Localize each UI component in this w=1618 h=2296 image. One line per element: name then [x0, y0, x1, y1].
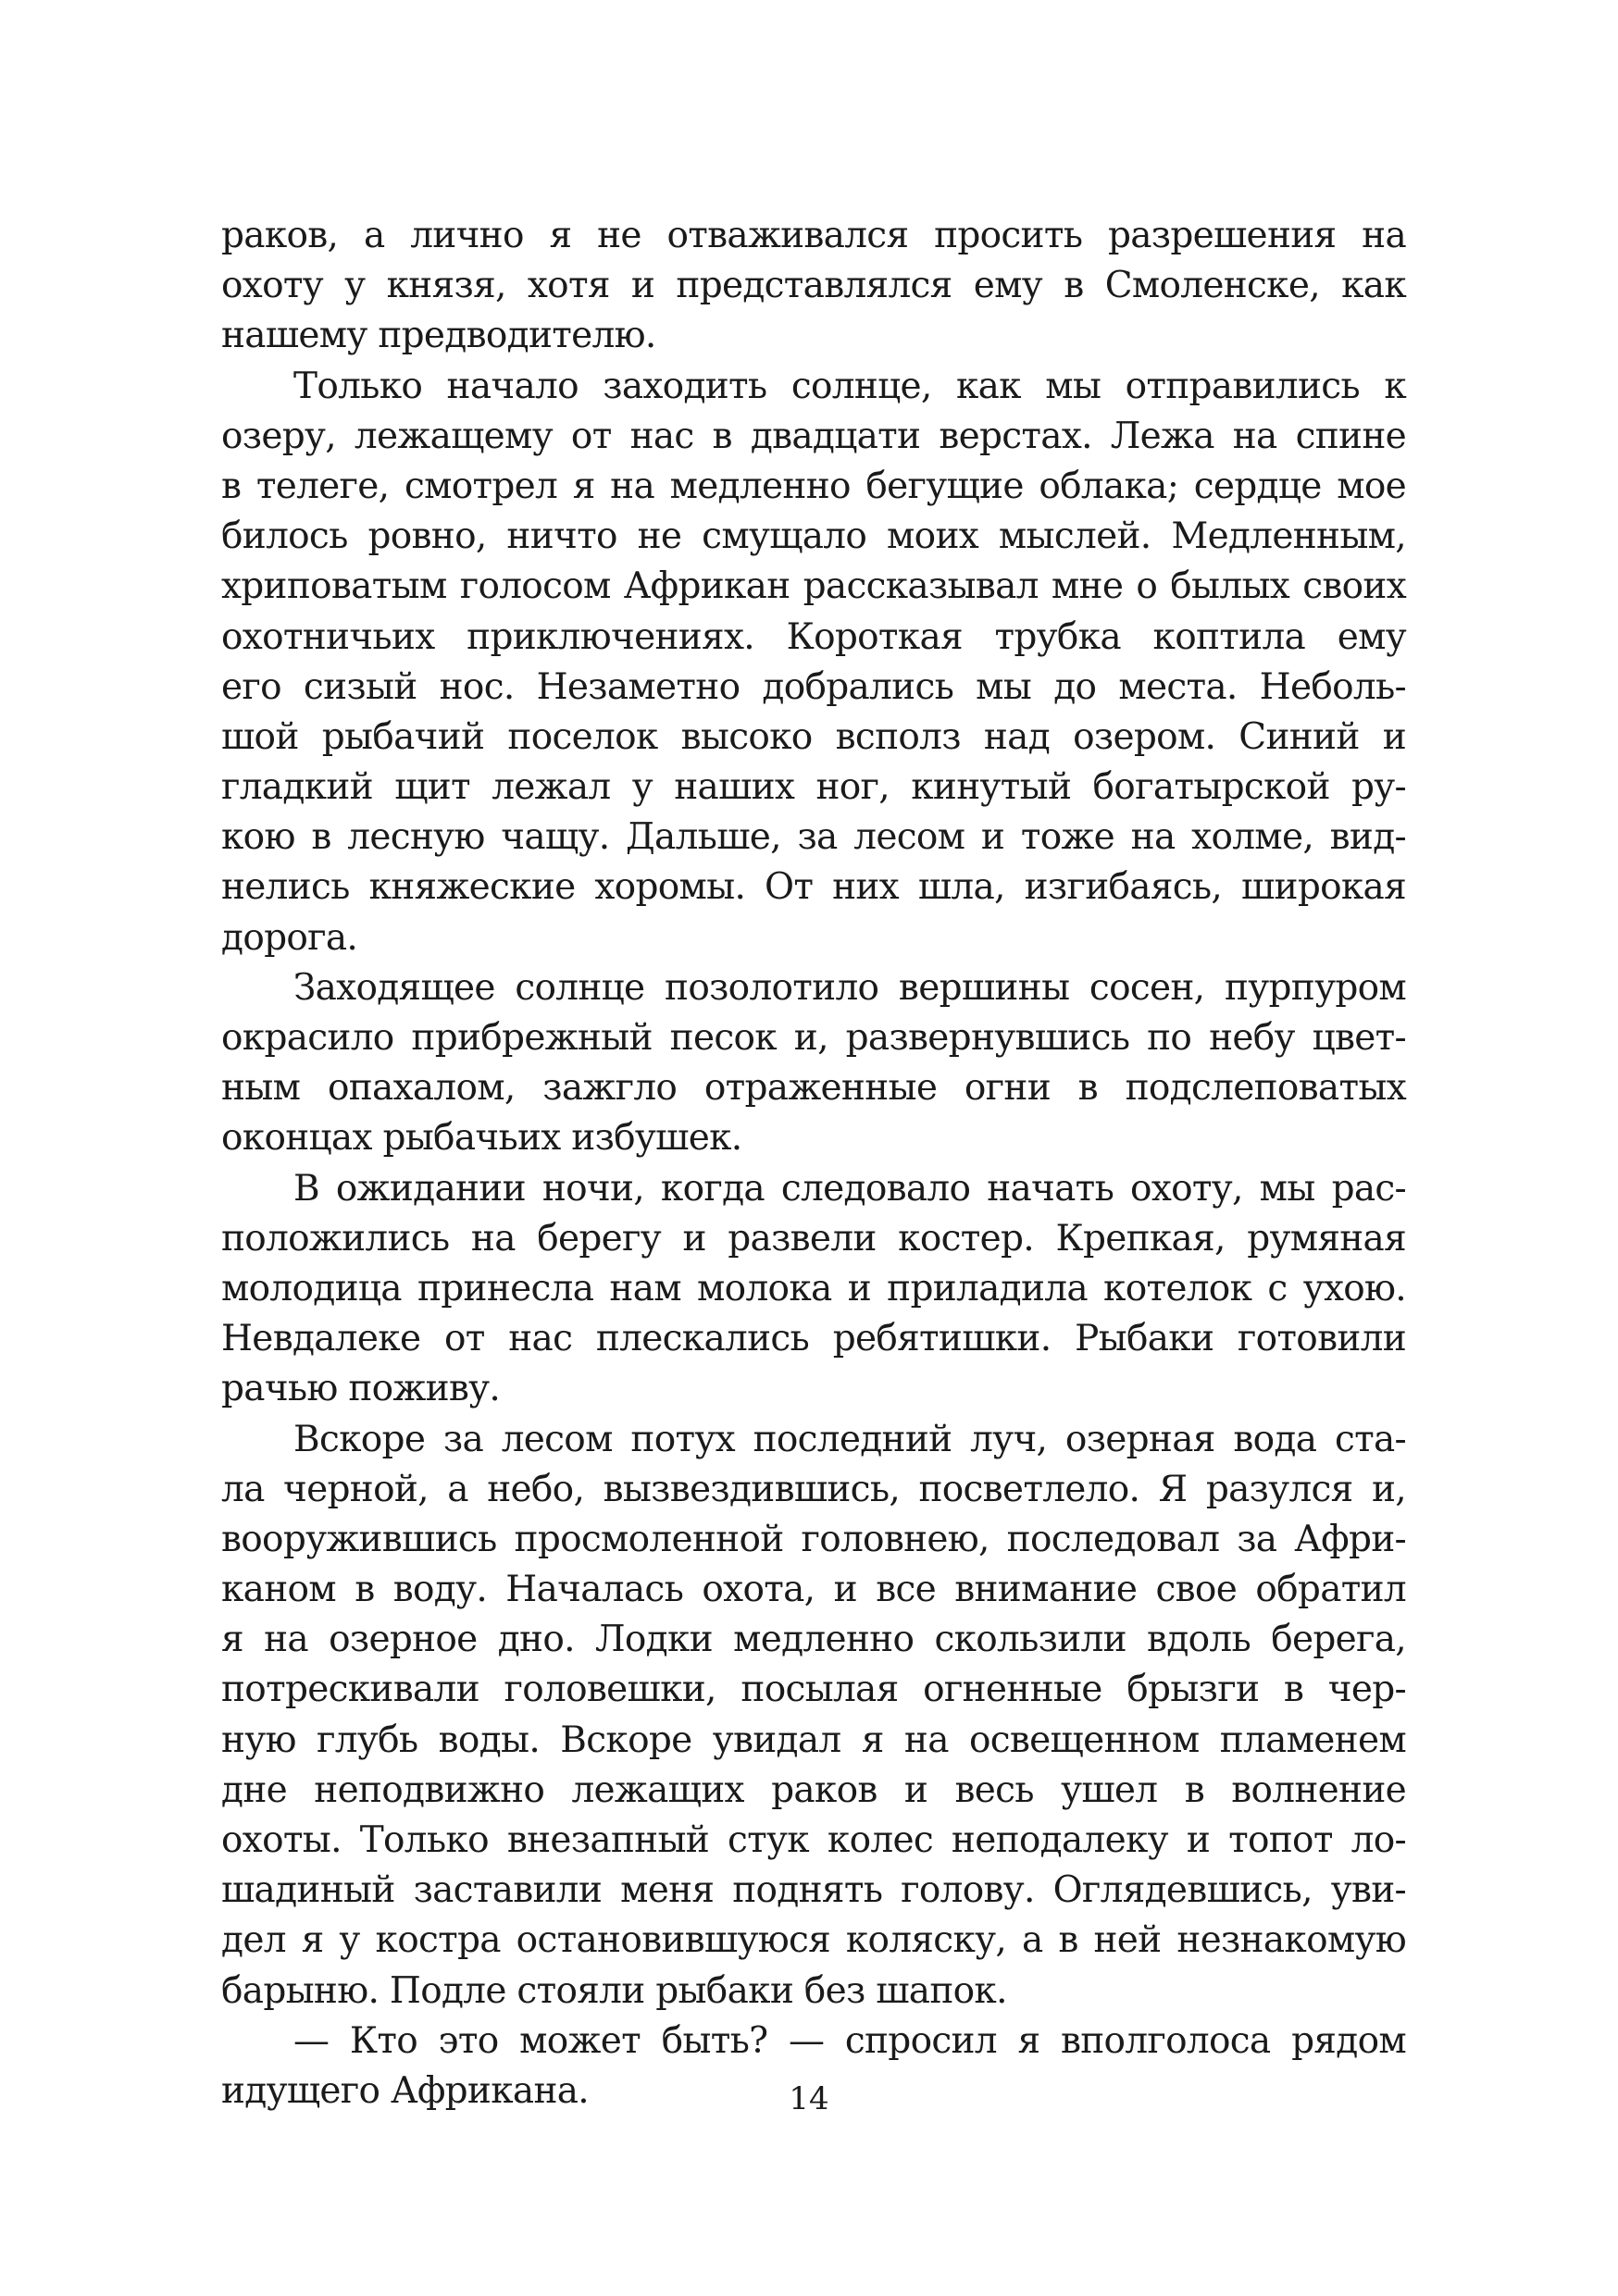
text-line: барыню. Подле стояли рыбаки без шапок.	[221, 1969, 1007, 2012]
text-line: я на озерное дно. Лодки медленно скользили вдоль берега,	[221, 1619, 1406, 1661]
text-line: шадиный заставили меня поднять голову. Оглядевшись, уви-	[221, 1869, 1406, 1912]
text-line: озеру, лежащему от нас в двадцати верстах. Лежа на спине	[221, 415, 1406, 457]
text-line: окрасило прибрежный песок и, развернувшись по небу цвет-	[221, 1017, 1406, 1059]
page-number: 14	[789, 2080, 829, 2117]
text-line: идущего Африкана.	[221, 2069, 589, 2112]
text-line: кою в лесную чащу. Дальше, за лесом и тоже на холме, вид-	[221, 816, 1406, 859]
text-line: охоты. Только внезапный стук колес неподалеку и топот ло-	[221, 1819, 1406, 1861]
text-line: каном в воду. Началась охота, и все внимание свое обратил	[221, 1569, 1406, 1611]
text-line: оконцах рыбачьих избушек.	[221, 1117, 742, 1160]
text-line: ла черной, а небо, вызвездившись, посветлело. Я разулся и,	[221, 1468, 1406, 1510]
text-line: в телеге, смотрел я на медленно бегущие облака; сердце мое	[221, 465, 1406, 507]
text-line: — Кто это может быть? — спросил я вполголоса рядом	[293, 2019, 1406, 2062]
text-line: Только начало заходить солнце, как мы отправились к	[293, 365, 1406, 407]
text-line: дел я у костра остановившуюся коляску, а в ней незнакомую	[221, 1919, 1406, 1962]
text-line: гладкий щит лежал у наших ног, кинутый богатырской ру-	[221, 766, 1406, 809]
text-line: билось ровно, ничто не смущало моих мыслей. Медленным,	[221, 515, 1406, 558]
text-line: Заходящее солнце позолотило вершины сосен, пурпуром	[293, 966, 1406, 1009]
text-line: дне неподвижно лежащих раков и весь ушел в волнение	[221, 1769, 1406, 1811]
text-line: нелись княжеские хоромы. От них шла, изгибаясь, широкая	[221, 866, 1406, 909]
text-line: его сизый нос. Незаметно добрались мы до места. Неболь-	[221, 665, 1406, 708]
body-text	[221, 211, 1406, 2116]
text-line: охотничьих приключениях. Короткая трубка коптила ему	[221, 615, 1406, 658]
text-line: раков, а лично я не отваживался просить разрешения на	[221, 215, 1406, 256]
text-line: Невдалеке от нас плескались ребятишки. Рыбаки готовили	[221, 1318, 1406, 1360]
text-line: В ожидании ночи, когда следовало начать охоту, мы рас-	[293, 1167, 1406, 1210]
text-line: шой рыбачий поселок высоко всполз над озером. Синий и	[221, 715, 1406, 758]
text-line: вооружившись просмоленной головнею, последовал за Афри-	[221, 1518, 1406, 1560]
text-line: дорога.	[221, 916, 358, 959]
text-line: ную глубь воды. Вскоре увидал я на освещенном пламенем	[221, 1719, 1406, 1761]
text-line: нашему предводителю.	[221, 315, 656, 357]
text-line: Вскоре за лесом потух последний луч, озерная вода ста-	[293, 1418, 1406, 1460]
text-line: охоту у князя, хотя и представлялся ему в Смоленске, как	[221, 265, 1406, 307]
text-line: положились на берегу и развели костер. Крепкая, румяная	[221, 1217, 1406, 1260]
text-line: рачью поживу.	[221, 1368, 501, 1410]
text-line: потрескивали головешки, посылая огненные брызги в чер-	[221, 1669, 1406, 1711]
text-line: хриповатым голосом Африкан рассказывал мне о былых своих	[221, 565, 1406, 608]
text-line: ным опахалом, зажгло отраженные огни в подслеповатых	[221, 1067, 1406, 1110]
text-line: молодица принесла нам молока и приладила котелок с ухою.	[221, 1267, 1406, 1309]
